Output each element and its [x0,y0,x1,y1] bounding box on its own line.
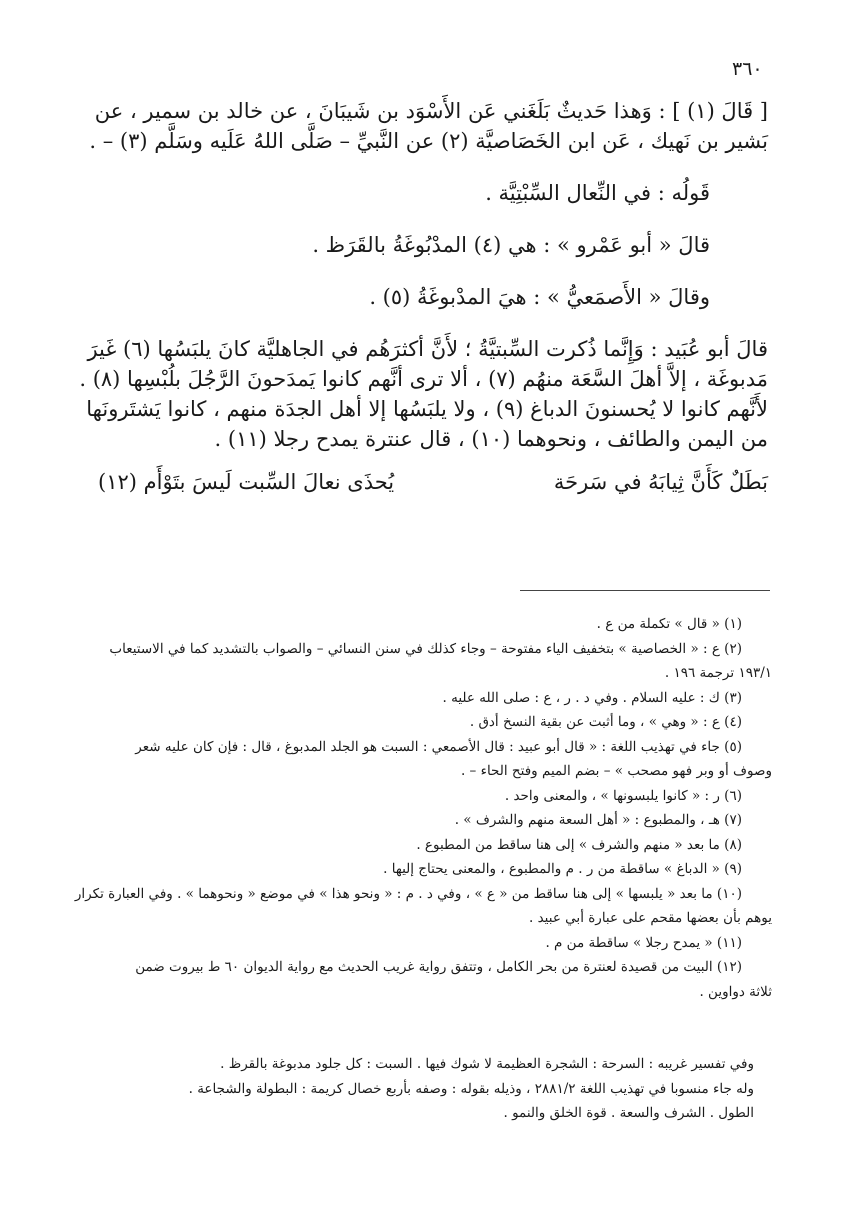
footnotes [74,612,772,1004]
body-line: قالَ « أبو عَمْرو » : هي (٤) المدْبُوغَةُ بالقَرَظ . [312,233,710,257]
footnote-line: (٢) ع : « الخصاصية » بتخفيف الياء مفتوحة – وجاء كذلك في سنن النسائي – والصواب بالتشديد كما في الاستيعاب [109,640,742,657]
commentary-line: الطول . الشرف والسعة . قوة الخلق والنمو . [503,1105,754,1121]
footnote-line: (١٠) ما بعد « يلبسها » إلى هنا ساقط من « ع » ، وفي د . م : « ونحو هذا » في موضع « ونحوهما » . وفي العبارة تكرار [74,885,742,902]
footnote-line: ١٩٣/١ ترجمة ١٩٦ . [664,665,772,681]
commentary-line: وله جاء منسوبا في تهذيب اللغة ٢٨٨١/٢ ، وذيله بقوله : وصفه بأربع خصال كريمة : البطولة والشجاعة . [188,1080,754,1097]
body-line: قالَ أبو عُبَيد : وَإِنَّما ذُكرت السِّبتيَّةُ ؛ لأَنَّ أكثرَهُم في الجاهليَّة كانَ يلبَسُها (٦) غَيرَ [87,337,768,361]
footnote-line: يوهم بأن بعضها مقحم على عبارة أبي عبيد . [529,910,772,926]
verse-first-hemistich: بَطَلٌ كَأَنَّ ثِيابَهُ في سَرحَة [553,470,768,494]
footnote-line: ثلاثة دواوين . [699,983,772,1000]
footnote-line: (٣) ك : عليه السلام . وفي د . ر ، ع : صلى الله عليه . [442,689,742,706]
footnote-line: (١٢) البيت من قصيدة لعنترة من بحر الكامل ، وتتفق رواية غريب الحديث مع رواية الديوان ٦٠ ط بيروت ضمن [135,959,742,975]
body-line: مَدبوغَة ، إلاَّ أهلَ السَّعَة منهُم (٧) ، ألا ترى أنَّهم كانوا يَمدَحونَ الرَّجُلَ بلُبْسِها (٨) . [79,367,768,391]
body-line: [ قَالَ (١) ] : وَهذا حَديثٌ بَلَغَني عَن الأَسْوَد بن شَيبَانَ ، عن خالد بن سمير ، عن [94,99,768,123]
footnote-line: (٨) ما بعد « منهم والشرف » إلى هنا ساقط من المطبوع . [416,836,742,853]
footnote-line: (٦) ر : « كانوا يلبسونها » ، والمعنى واحد . [504,787,742,804]
footnote-line: (٤) ع : « وهي » ، وما أثبت عن بقية النسخ أدق . [469,714,742,730]
footnote-line: وصوف أو وبر فهو مصحب » – بضم الميم وفتح الحاء – . [460,763,772,779]
commentary-line: وفي تفسير غريبه : السرحة : الشجرة العظيمة لا شوك فيها . السبت : كل جلود مدبوغة بالقرظ . [220,1056,754,1072]
page-number: ٣٦٠ [732,58,763,80]
body-line: بَشير بن نَهيك ، عَن ابن الخَصَاصيَّة (٢) عن النَّبيِّ – صَلَّى اللهُ عَلَيه وسَلَّم (٣) – . [89,129,768,153]
footnote-line: (٩) « الدباغ » ساقطة من ر . م والمطبوع ، والمعنى يحتاج إليها . [383,861,742,877]
footnote-line: (١١) « يمدح رجلا » ساقطة من م . [545,934,742,951]
body-line: وقالَ « الأَصمَعيُّ » : هيَ المدْبوغَةُ (٥) . [369,285,710,309]
body-line: من اليمن والطائف ، ونحوهما (١٠) ، قال عنترة يمدح رجلا (١١) . [214,427,768,451]
footnote-line: (٥) جاء في تهذيب اللغة : « قال أبو عبيد : قال الأصمعي : السبت هو الجلد المدبوغ ، قال : فإن كان عليه شعر [135,738,742,755]
body-line: لأَنَّهم كانوا لا يُحسنونَ الدباغ (٩) ، ولا يلبَسُها إلا أهل الجدَة منهم ، كانوا يَشتَرونَها [86,397,768,421]
verse-commentary [118,1052,754,1126]
verse-second-hemistich: يُحذَى نعالَ السِّبت لَيسَ بتَوْأَم (١٢) [98,470,395,494]
poem-verse [98,470,768,494]
footnote-line: (٧) هـ ، والمطبوع : « أهل السعة منهم والشرف » . [454,812,742,828]
body-line: قَولُه : في النِّعال السِّبْتِيَّة . [485,181,710,205]
footnote-line: (١) « قال » تكملة من ع . [596,616,742,632]
footnote-divider [520,590,770,591]
main-text [79,96,768,494]
